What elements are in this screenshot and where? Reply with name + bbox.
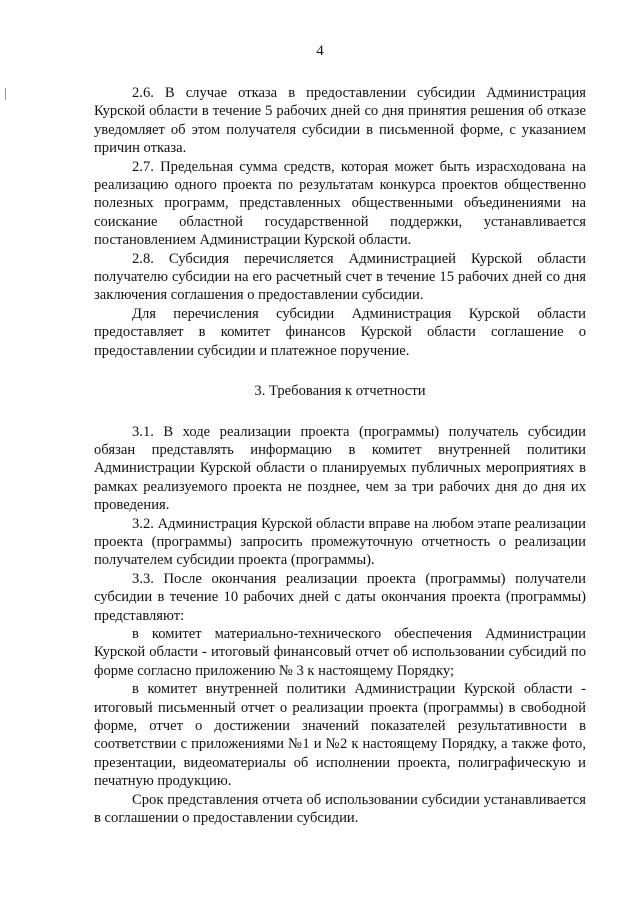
- paragraph-2-7: 2.7. Предельная сумма средств, которая может быть израсходована на реализацию одного проекта по результатам конкурса проектов общественно полезных программ, представленных общественными объединениями на соискание областной государственной поддержки, устанавливается постановлением Администрации Курской области.: [94, 158, 586, 249]
- paragraph-deadline: Срок представления отчета об использовании субсидии устанавливается в соглашении о предоставлении субсидии.: [94, 791, 586, 827]
- document-body: [94, 84, 586, 827]
- paragraph-2-6: 2.6. В случае отказа в предоставлении субсидии Администрация Курской области в течение 5 рабочих дней со дня принятия решения об отказе уведомляет об этом получателя субсидии в письменной форме, с указанием причин отказа.: [94, 85, 586, 157]
- paragraph-written-report: в комитет внутренней политики Администрации Курской области - итоговый письменный отчет о реализации проекта (программы) в свободной форме, отчет о достижении значений показателей результативности в соответствии с приложениями №1 и №2 к настоящему Порядку, а также фото, презентации, видеоматериалы об исполнении проекта, полиграфическую и печатную продукцию.: [94, 681, 586, 790]
- page-number: 4: [316, 43, 324, 59]
- paragraph-3-1: 3.1. В ходе реализации проекта (программы) получатель субсидии обязан представлять информацию в комитет внутренней политики Администрации Курской области о планируемых публичных мероприятиях в рамках реализуемого проекта не позднее, чем за три рабочих дня до дня их проведения.: [94, 423, 586, 514]
- paragraph-transfer: Для перечисления субсидии Администрация Курской области предоставляет в комитет финансов Курской области соглашение о предоставлении субсидии и платежное поручение.: [94, 305, 586, 359]
- paragraph-2-8: 2.8. Субсидия перечисляется Администрацией Курской области получателю субсидии на его расчетный счет в течение 15 рабочих дней со дня заключения соглашения о предоставлении субсидии.: [94, 250, 586, 304]
- paragraph-3-2: 3.2. Администрация Курской области вправе на любом этапе реализации проекта (программы) запросить промежуточную отчетность о реализации получателем субсидии проекта (программы).: [94, 515, 586, 569]
- margin-mark: [5, 88, 6, 100]
- paragraph-3-3: 3.3. После окончания реализации проекта (программы) получатели субсидии в течение 10 рабочих дней с даты окончания проекта (программы) представляют:: [94, 570, 586, 624]
- paragraph-financial-report: в комитет материально-технического обеспечения Администрации Курской области - итоговый финансовый отчет об использовании субсидий по форме согласно приложению № 3 к настоящему Порядку;: [94, 625, 586, 679]
- section-heading: 3. Требования к отчетности: [254, 383, 426, 400]
